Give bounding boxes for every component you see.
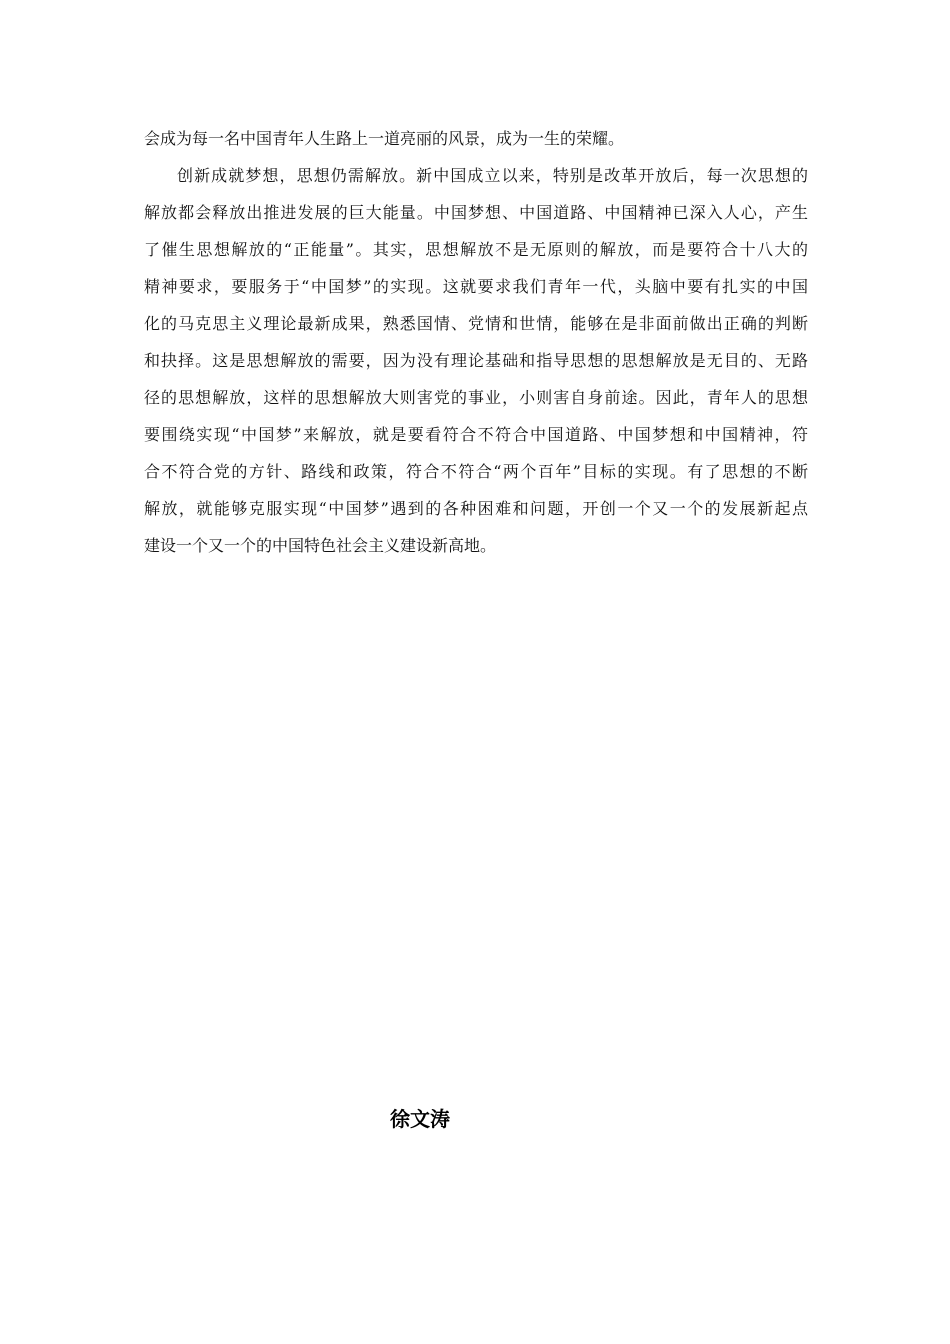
paragraph-line: 解放，就能够克服实现“中国梦”遇到的各种困难和问题，开创一个又一个的发展新起点: [144, 499, 808, 518]
paragraph-line: 合不符合党的方针、路线和政策，符合不符合“两个百年”目标的实现。有了思想的不断: [144, 462, 808, 481]
author-signature: 徐文涛: [390, 1107, 450, 1131]
paragraph-line: 解放都会释放出推进发展的巨大能量。中国梦想、中国道路、中国精神已深入人心，产生: [144, 203, 808, 222]
paragraph-line: 了催生思想解放的“正能量”。其实，思想解放不是无原则的解放，而是要符合十八大的: [144, 240, 808, 259]
paragraph-line: 要围绕实现“中国梦”来解放，就是要看符合不符合中国道路、中国梦想和中国精神，符: [144, 425, 808, 444]
paragraph-line: 建设一个又一个的中国特色社会主义建设新高地。: [144, 536, 497, 555]
paragraph-line: 创新成就梦想，思想仍需解放。新中国成立以来，特别是改革开放后，每一次思想的: [177, 166, 808, 185]
paragraph-line: 化的马克思主义理论最新成果，熟悉国情、党情和世情，能够在是非面前做出正确的判断: [144, 314, 808, 333]
paragraph-line: 精神要求，要服务于“中国梦”的实现。这就要求我们青年一代，头脑中要有扎实的中国: [144, 277, 808, 296]
paragraph-line: 径的思想解放，这样的思想解放大则害党的事业，小则害自身前途。因此，青年人的思想: [144, 388, 808, 407]
body-text: [144, 125, 808, 569]
carryover-line: 会成为每一名中国青年人生路上一道亮丽的风景，成为一生的荣耀。: [144, 129, 625, 148]
paragraph-line: 和抉择。这是思想解放的需要，因为没有理论基础和指导思想的思想解放是无目的、无路: [144, 351, 808, 370]
